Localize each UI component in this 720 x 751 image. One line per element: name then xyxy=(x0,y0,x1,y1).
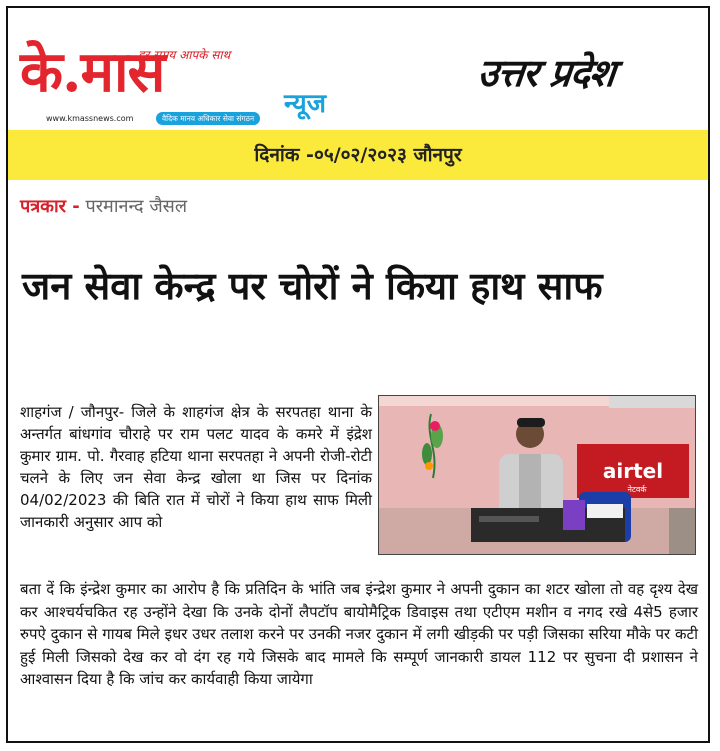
dateline: दिनांक -०५/०२/२०२३ जौनपुर xyxy=(254,144,462,166)
article-body-wrapped: शाहगंज / जौनपुर- जिले के शाहगंज क्षेत्र के सरपतहा थाना के अन्तर्गत बांधगांव चौराहे पर राम पलट यादव के कमरे में इंद्रेश कुमार ग्राम. पो. गैरवाह हटिया थाना सरपतहा ने अपनी रोजी-रोटी चलने के लिए जन सेवा केन्द्र खोला था जिस पर दिनांक 04/02/2023 की बिति रात में चोरों ने किया हाथ साफ मिली जानकारी अनुसार आप को xyxy=(20,403,372,531)
logo-wordmark: के.मास xyxy=(20,39,165,105)
article-photo xyxy=(378,395,696,555)
airtel-sign-subtext: नेटवर्क xyxy=(627,485,647,494)
state-heading: उत्तर प्रदेश xyxy=(475,51,617,95)
logo-suffix: न्यूज xyxy=(284,89,327,119)
publication-logo xyxy=(18,22,348,122)
bottle xyxy=(563,500,585,530)
organization-badge: वैदिक मानव अधिकार सेवा संगठन xyxy=(156,112,260,125)
reporter-byline xyxy=(20,194,187,218)
article-body-full: बता दें कि इंन्द्रेश कुमार का आरोप है कि प्रतिदिन के भांति जब इंन्द्रेश कुमार ने अपनी दुकान का शटर खोला तो वह दृश्य देख कर आश्चर्यचकित रह उन्होंने देखा कि उनके दोनों लैपटॉप बायोमैट्रिक डिवाइस तथा एटीएम मशीन व नगद रखे 4से5 हजार रुपऐ दुकान से गायब मिले इधर उधर तलाश करने पर उनकी नजर दुकान में लगी खीड़की पर पड़ी जिसका सरिया मौके पर कटी हुई मिली जिसको देख कर वो दंग रह गये जिसके बाद मामले कि सम्पूर्ण जानकारी डायल 112 पर सुचना दी प्रशासन ने आश्वासन दिया है कि जांच कर कार्यवाही किया जायेगा xyxy=(20,580,698,688)
airtel-sign-text: airtel xyxy=(602,459,664,483)
website-url: www.kmassnews.com xyxy=(46,114,134,123)
person-hair xyxy=(517,418,545,427)
masthead xyxy=(8,8,708,128)
shop-photo-illustration xyxy=(379,396,695,554)
reporter-name: परमानन्द जैसल xyxy=(79,196,188,217)
photo-door xyxy=(669,508,695,554)
newspaper-clipping xyxy=(6,6,710,743)
photo-shelf xyxy=(609,396,695,408)
article-headline: जन सेवा केन्द्र पर चोरों ने किया हाथ साफ xyxy=(22,264,603,308)
logo-tagline: हर समय आपके साथ xyxy=(138,48,231,62)
counter-tray xyxy=(479,516,539,522)
dateline-band xyxy=(8,130,708,180)
paper-stack xyxy=(587,504,623,518)
reporter-label: पत्रकार - xyxy=(20,196,80,217)
